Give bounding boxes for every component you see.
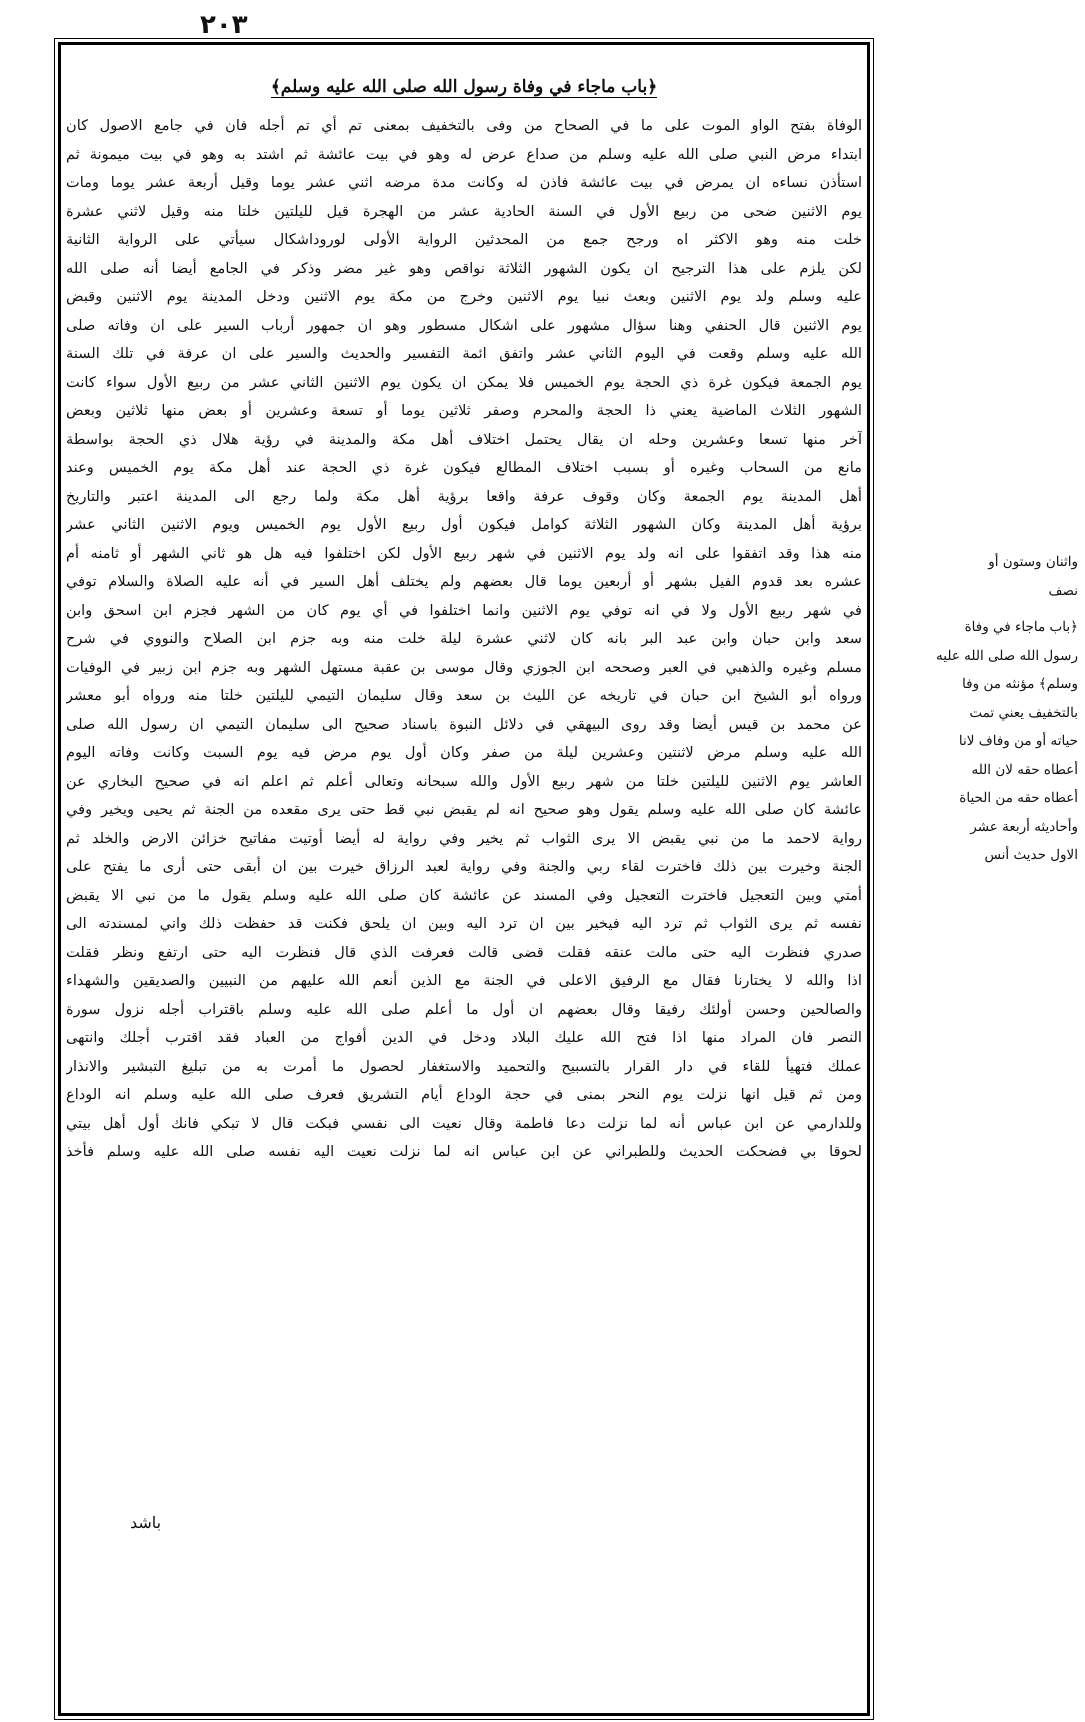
text-line: الله عليه وسلم مرض لاثنتين وعشرين ليلة من صفر وكان أول يوم مرض فيه يوم السبت وكانت وفاته اليوم <box>66 744 862 761</box>
text-line: عملك فتهيأ للقاء في دار القرار بالتسبيح والتحميد والاستغفار لحصول ما أمرت به من تبليغ التبشير والانذار <box>66 1057 862 1075</box>
margin-note-line: أعطاه حقه لان الله <box>971 761 1078 778</box>
text-line: عشره بعد قدوم الفيل بشهر أو أربعين يوما قال بعضهم ولم يختلف أهل السير في أنه عليه الصلاة والسلام توفي <box>66 573 862 590</box>
text-line: رواية لاحمد ما من نبي يقبض الا يرى الثواب ثم يخير وفي رواية له أيضا أوتيت مفاتيح خزائن الارض والخلد ثم <box>66 829 862 847</box>
text-line: النصر فان المراد منها اذا فتح الله عليك البلاد ودخل في الدين أفواج من العباد فقد اقترب أجلك وانتهى <box>66 1029 862 1046</box>
margin-note-line: واثنان وستون أو <box>988 554 1078 570</box>
text-line: عائشة كان صلى الله عليه وسلم يقول وهو صحيح انه لم يقبض نبي قط حتى يرى مقعده من الجنة ثم يحيى ويخير وفي <box>66 801 862 818</box>
chapter-heading: ﴿باب ماجاء في وفاة رسول الله صلى الله عليه وسلم﴾ <box>270 77 658 97</box>
text-line: مسلم وغيره والذهبي في العبر وصححه ابن الجوزي وقال موسى بن عقبة مستهل الشهر وبه جزم ابن زبير في الوفيات <box>66 658 862 676</box>
margin-note-line: بالتخفيف يعني تمت <box>969 704 1078 721</box>
text-line: الوفاة بفتح الواو الموت على ما في الصحاح من وفى بالتخفيف بمعنى تم أي تم أجله فان في جامع الاصول كان <box>66 117 862 134</box>
text-line: يوم الاثنين قال الحنفي وهنا سؤال مشهور على اشكال مسطور وهو ان جمهور أرباب السير على ان وفاته صلى <box>66 316 862 334</box>
chapter-heading-row <box>58 66 870 108</box>
text-line: أمتي وبين التعجيل فاخترت التعجيل وفي المسند عن عائشة كان صلى الله عليه وسلم يقول ما من نبي الا يقبض <box>66 886 862 904</box>
text-line: نفسه ثم يرى الثواب ثم ترد اليه فيخير بين ان ترد اليه وبين ان يلحق فكنت قد حفظت ذلك واني لمسندته الى <box>66 915 862 932</box>
text-line: صدري فنظرت اليه حتى مالت عنقه فقلت قضى قالت فعرفت الذي قال فنظرت اليه حتى ارتفع ونظر فقلت <box>66 943 862 961</box>
text-line: سعد وابن حبان وابن عبد البر بانه كان لاثني عشرة ليلة خلت منه وبه جزم ابن الصلاح والنووي في شرح <box>66 630 862 647</box>
text-line: لحوقا بي فضحكت الحديث وللطبراني عن ابن عباس انه لما نزلت نعيت اليه نفسه صلى الله عليه وسلم فأخذ <box>66 1143 862 1160</box>
text-line: في شهر ربيع الأول ولا في انه توفي يوم الاثنين وانما اختلفوا في أي يوم كان من الشهر فجزم ابن اسحق وابن <box>66 601 862 619</box>
text-line: خلت منه وهو الاكثر اه ورجح جمع من المحدثين الرواية الأولى لوروداشكال سيأتي على الرواية الثانية <box>66 231 862 248</box>
margin-note <box>878 548 1078 870</box>
text-line: ورواه أبو الشيخ ابن حبان في تاريخه عن الليث بن سعد وقال سليمان التيمي لليلتين خلتا منه ورواه أبو معشر <box>66 687 862 704</box>
text-line: ابتداء مرض النبي صلى الله عليه وسلم من صداع عرض له وهو في بيت عائشة ثم اشتد به وهو في بيت ميمونة ثم <box>66 145 862 163</box>
text-line: وللدارمي عن ابن عباس أنه لما نزلت دعا فاطمة وقال نعيت الى نفسي فبكت قال لا تبكي فانك أول أهل بيتي <box>66 1114 862 1132</box>
text-line: أهل المدينة يوم الجمعة وكان وقوف عرفة واقعا برؤية أهل مكة ولما رجع الى المدينة اعتبر والتاريخ <box>66 487 862 505</box>
margin-note-line: وسلم﴾ مؤنثه من وفا <box>962 676 1078 692</box>
text-line: اذا والله لا يختارنا فقال مع الرفيق الاعلى في الجنة مع الذين أنعم الله عليهم من النبيين والصديقين والشهداء <box>66 972 862 989</box>
margin-note-line: نصف <box>1048 582 1078 599</box>
margin-note-line: ﴿باب ماجاء في وفاة <box>964 619 1078 635</box>
margin-note-line: رسول الله صلى الله عليه <box>936 647 1078 664</box>
margin-note-line: حياته أو من وفاف لانا <box>958 733 1078 749</box>
text-line: يوم الجمعة فيكون غرة ذي الحجة يوم الخميس فلا يمكن ان يكون يوم الاثنين الثاني عشر من ربيع الأول سواء كانت <box>66 373 862 391</box>
text-line: الشهور الثلاث الماضية يعني ذا الحجة والمحرم وصفر ثلاثين يوما أو تسعة وعشرين أو بعض منها ثلاثين وبعض <box>66 402 862 419</box>
text-line: لكن يلزم على هذا الترجيح ان يكون الشهور الثلاثة نواقص وهو غير مضر وذكر في الجامع أيضا أنه صلى الله <box>66 259 862 277</box>
catchword: باشد <box>130 1513 162 1532</box>
text-line: العاشر يوم الاثنين لليلتين خلتا من شهر ربيع الأول والله سبحانه وتعالى أعلم ثم اعلم انه في صحيح البخاري عن <box>66 772 862 790</box>
margin-note-line: الاول حديث أنس <box>984 847 1078 863</box>
text-line: يوم الاثنين ضحى من ربيع الأول في السنة الحادية عشر من الهجرة قيل لليلتين خلتا منه وقيل لاثني عشرة <box>66 202 862 220</box>
text-line: برؤية أهل المدينة وكان الشهور الثلاثة كوامل فيكون أول ربيع الأول يوم الخميس ويوم الاثنين الثاني عشر <box>66 516 862 533</box>
margin-note-gap <box>878 605 1078 613</box>
text-line: ومن ثم قيل انها نزلت يوم النحر بمنى في حجة الوداع أيام التشريق فعرف صلى الله عليه وسلم انه الوداع <box>66 1086 862 1103</box>
text-line: منه هذا وقد اتفقوا على انه ولد يوم الاثنين في شهر ربيع الأول لكن اختلفوا فيه هل هو ثاني الشهر أو ثامنه أم <box>66 544 862 562</box>
text-line: الله عليه وسلم وقعت في اليوم الثاني عشر واتفق ائمة التفسير والحديث والسير على ان عرفة في تلك السنة <box>66 345 862 362</box>
text-line: الجنة وخيرت بين ذلك فاخترت لقاء ربي والجنة وفي رواية لعبد الرزاق خيرت بين ان أبقى حتى أرى ما يفتح على <box>66 858 862 875</box>
text-line: استأذن نساءه ان يمرض في بيت عائشة فاذن له وكانت مدة مرضه اثني عشر يوما وقيل أربعة عشر يوما ومات <box>66 174 862 191</box>
text-line: عليه وسلم ولد يوم الاثنين وبعث نبيا يوم الاثنين وخرج من مكة يوم الاثنين ودخل المدينة يوم الاثنين وقبض <box>66 288 862 305</box>
main-text-block <box>66 112 862 1722</box>
text-line: آخر منها تسعا وعشرين وحله ان يقال يحتمل اختلاف أهل مكة والمدينة في رؤية هلال ذي الحجة بواسطة <box>66 430 862 448</box>
text-line: والصالحين وحسن أولئك رفيقا وقال بعضهم ان أول ما أعلم صلى الله عليه وسلم باقتراب أجله نزول سورة <box>66 1000 862 1018</box>
text-line: مانع من السحاب وغيره أو بسبب اختلاف المطالع فيكون غرة ذي الحجة عند أهل مكة يوم الخميس وعند <box>66 459 862 476</box>
page-number: ٢٠٣ <box>200 10 248 40</box>
text-line: عن محمد بن قيس أيضا وقد روى البيهقي في دلائل النبوة باسناد صحيح الى سليمان التيمي ان رسول الله صلى <box>66 715 862 733</box>
margin-note-line: وأحاديثه أربعة عشر <box>970 818 1078 835</box>
margin-note-line: أعطاه حقه من الحياة <box>959 790 1078 806</box>
